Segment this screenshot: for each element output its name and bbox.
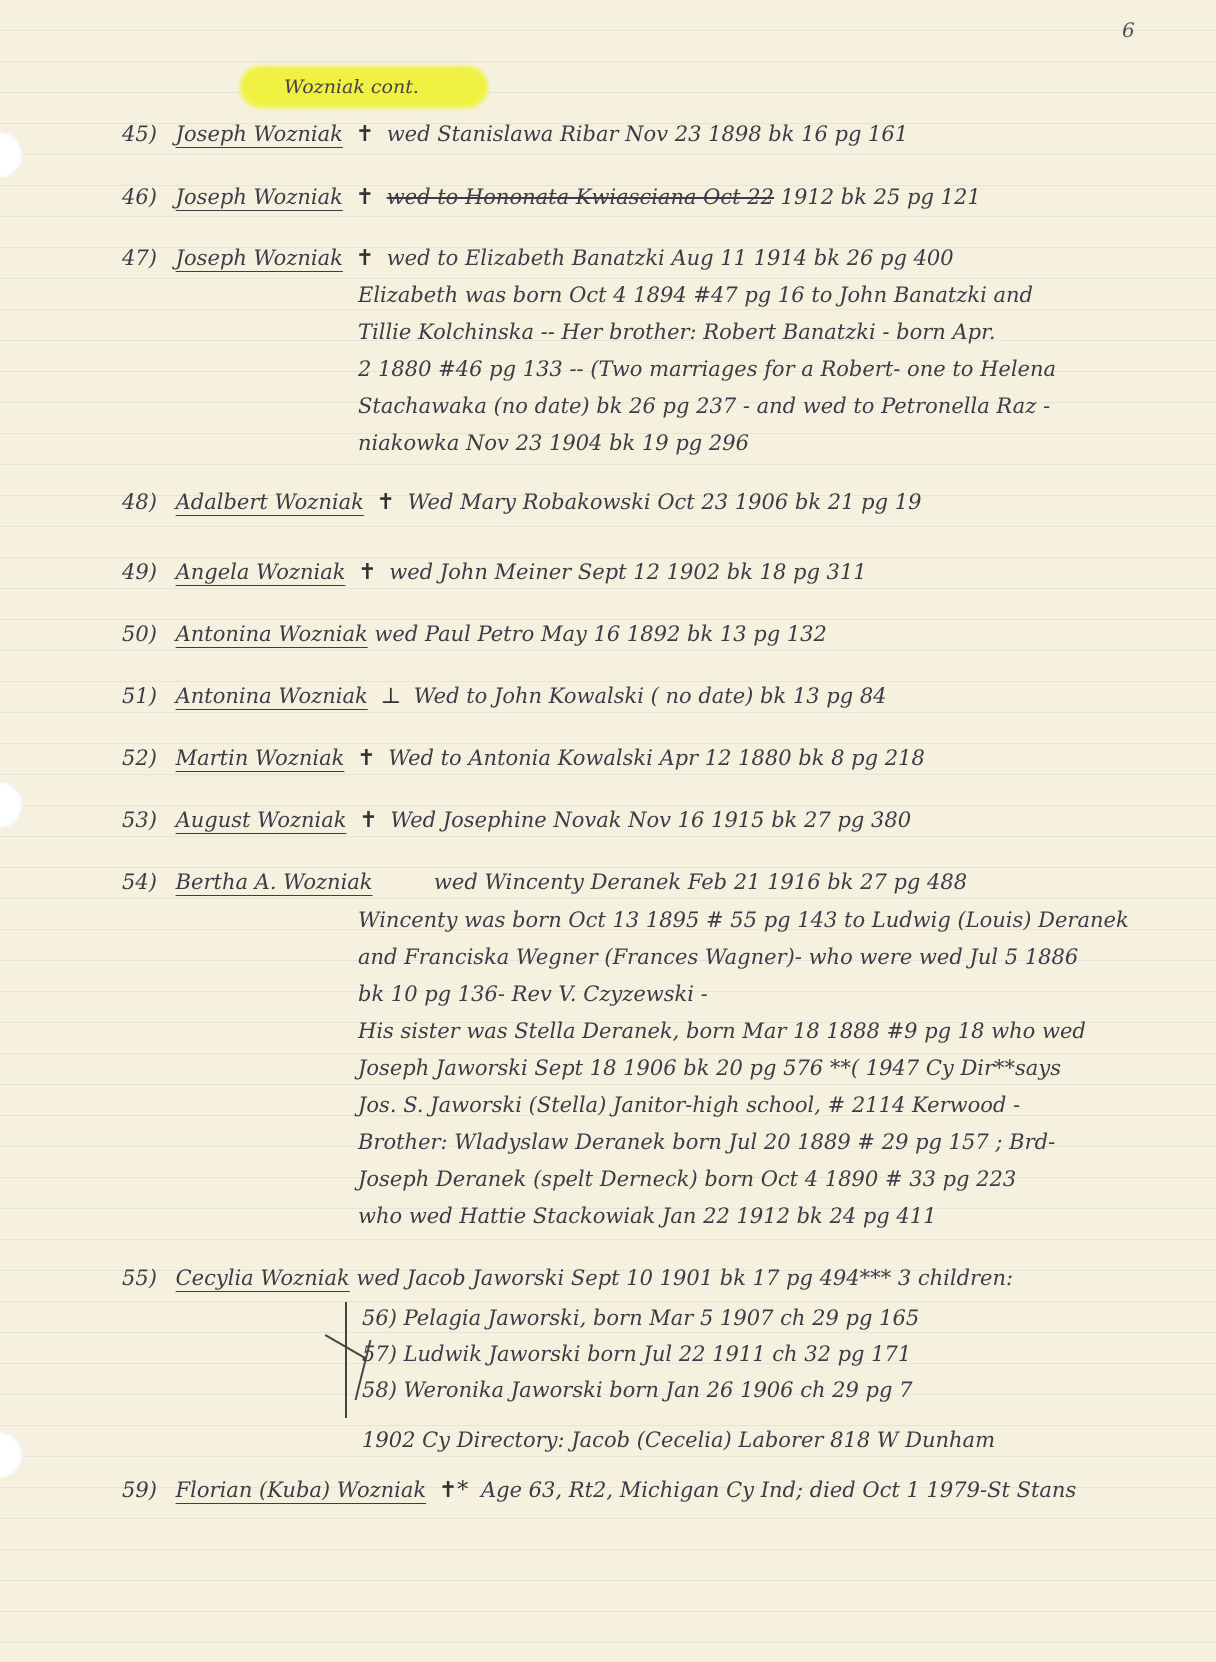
cross-mark: ✝* bbox=[438, 1478, 469, 1503]
entry-48 bbox=[122, 490, 921, 515]
binder-hole bbox=[0, 132, 24, 178]
entry-note: Joseph Deranek (spelt Derneck) born Oct 4 1890 # 33 pg 223 bbox=[358, 1167, 1017, 1191]
entry-45 bbox=[122, 122, 908, 147]
entry-number: 54) bbox=[122, 870, 157, 894]
entry-55 bbox=[122, 1266, 1013, 1290]
page-number: 6 bbox=[1122, 18, 1135, 42]
entry-name: Joseph Wozniak bbox=[175, 246, 343, 270]
entry-detail: 1912 bk 25 pg 121 bbox=[780, 185, 981, 209]
entry-name: Joseph Wozniak bbox=[175, 122, 343, 146]
entry-note: 2 1880 #46 pg 133 -- (Two marriages for a Robert- one to Helena bbox=[358, 357, 1057, 381]
entry-59 bbox=[122, 1478, 1076, 1503]
entry-number: 51) bbox=[122, 684, 157, 708]
entry-number: 49) bbox=[122, 560, 157, 584]
entry-name: Joseph Wozniak bbox=[175, 185, 343, 209]
entry-note: Stachawaka (no date) bk 26 pg 237 - and wed to Petronella Raz - bbox=[358, 394, 1051, 418]
entry-49 bbox=[122, 560, 867, 585]
entry-detail: Wed Mary Robakowski Oct 23 1906 bk 21 pg 19 bbox=[407, 490, 922, 514]
entry-52 bbox=[122, 746, 925, 771]
entry-number: 53) bbox=[122, 808, 157, 832]
entry-name: Antonina Wozniak bbox=[175, 622, 368, 646]
struck-text: wed to Hononata Kwiasciana Oct 22 bbox=[386, 185, 774, 209]
entry-note: Brother: Wladyslaw Deranek born Jul 20 1889 # 29 pg 157 ; Brd- bbox=[358, 1130, 1056, 1154]
entry-name: Antonina Wozniak bbox=[175, 684, 368, 708]
entry-note: bk 10 pg 136- Rev V. Czyzewski - bbox=[358, 982, 708, 1006]
entry-detail: wed Jacob Jaworski Sept 10 1901 bk 17 pg 494*** 3 children: bbox=[356, 1266, 1014, 1290]
entry-number: 59) bbox=[122, 1478, 157, 1502]
entry-note: His sister was Stella Deranek, born Mar 18 1888 #9 pg 18 who wed bbox=[358, 1019, 1086, 1043]
binder-hole bbox=[0, 1432, 24, 1478]
entry-number: 52) bbox=[122, 746, 157, 770]
entry-number: 50) bbox=[122, 622, 157, 646]
child-entry: 57) Ludwik Jaworski born Jul 22 1911 ch 32 pg 171 bbox=[362, 1342, 912, 1366]
binder-hole bbox=[0, 782, 24, 828]
entry-number: 55) bbox=[122, 1266, 157, 1290]
entry-note: Tillie Kolchinska -- Her brother: Robert Banatzki - born Apr. bbox=[358, 320, 996, 344]
entry-46 bbox=[122, 185, 981, 210]
entry-detail: wed to Elizabeth Banatzki Aug 11 1914 bk 26 pg 400 bbox=[386, 246, 954, 270]
entry-name: Martin Wozniak bbox=[175, 746, 345, 770]
entry-detail: Age 63, Rt2, Michigan Cy Ind; died Oct 1 1979-St Stans bbox=[480, 1478, 1077, 1502]
entry-note: who wed Hattie Stackowiak Jan 22 1912 bk 24 pg 411 bbox=[358, 1204, 937, 1228]
entry-note: Jos. S. Jaworski (Stella) Janitor-high school, # 2114 Kerwood - bbox=[358, 1093, 1021, 1117]
entry-note: and Franciska Wegner (Frances Wagner)- who were wed Jul 5 1886 bbox=[358, 945, 1079, 969]
entry-name: Cecylia Wozniak bbox=[175, 1266, 350, 1290]
cross-mark: ✝ bbox=[357, 746, 376, 771]
entry-number: 48) bbox=[122, 490, 157, 514]
entry-detail: Wed to John Kowalski ( no date) bk 13 pg 84 bbox=[413, 684, 887, 708]
child-entry: 56) Pelagia Jaworski, born Mar 5 1907 ch 29 pg 165 bbox=[362, 1306, 920, 1330]
page-header: Wozniak cont. bbox=[284, 76, 419, 98]
entry-number: 47) bbox=[122, 246, 157, 270]
entry-detail: wed Wincenty Deranek Feb 21 1916 bk 27 pg 488 bbox=[433, 870, 968, 894]
cross-mark: ✝ bbox=[355, 185, 374, 210]
entry-detail: wed Stanislawa Ribar Nov 23 1898 bk 16 pg 161 bbox=[386, 122, 909, 146]
entry-54 bbox=[122, 870, 967, 894]
entry-name: August Wozniak bbox=[175, 808, 347, 832]
entry-name: Florian (Kuba) Wozniak bbox=[175, 1478, 427, 1502]
entry-note: Joseph Jaworski Sept 18 1906 bk 20 pg 576 **( 1947 Cy Dir**says bbox=[358, 1056, 1061, 1080]
entry-name: Angela Wozniak bbox=[175, 560, 346, 584]
cross-mark: ✝ bbox=[359, 808, 378, 833]
entry-53 bbox=[122, 808, 911, 833]
directory-note: 1902 Cy Directory: Jacob (Cecelia) Laborer 818 W Dunham bbox=[362, 1428, 995, 1452]
entry-detail: wed Paul Petro May 16 1892 bk 13 pg 132 bbox=[374, 622, 827, 646]
entry-51 bbox=[122, 684, 887, 709]
cross-mark: ✝ bbox=[376, 490, 395, 515]
entry-number: 45) bbox=[122, 122, 157, 146]
entry-50 bbox=[122, 622, 827, 646]
entry-note: Wincenty was born Oct 13 1895 # 55 pg 143 to Ludwig (Louis) Deranek bbox=[358, 908, 1129, 932]
cross-mark: ⊥ bbox=[380, 684, 402, 709]
entry-note: Elizabeth was born Oct 4 1894 #47 pg 16 to John Banatzki and bbox=[358, 283, 1033, 307]
entry-detail: Wed Josephine Novak Nov 16 1915 bk 27 pg 380 bbox=[390, 808, 912, 832]
child-entry: 58) Weronika Jaworski born Jan 26 1906 ch 29 pg 7 bbox=[362, 1378, 913, 1402]
entry-name: Adalbert Wozniak bbox=[175, 490, 364, 514]
entry-47 bbox=[122, 246, 954, 271]
entry-number: 46) bbox=[122, 185, 157, 209]
cross-mark: ✝ bbox=[355, 122, 374, 147]
entry-note: niakowka Nov 23 1904 bk 19 pg 296 bbox=[358, 431, 749, 455]
entry-name: Bertha A. Wozniak bbox=[175, 870, 373, 894]
cross-mark: ✝ bbox=[355, 246, 374, 271]
entry-detail: wed John Meiner Sept 12 1902 bk 18 pg 311 bbox=[389, 560, 867, 584]
cross-mark: ✝ bbox=[358, 560, 377, 585]
entry-detail: Wed to Antonia Kowalski Apr 12 1880 bk 8 pg 218 bbox=[388, 746, 925, 770]
